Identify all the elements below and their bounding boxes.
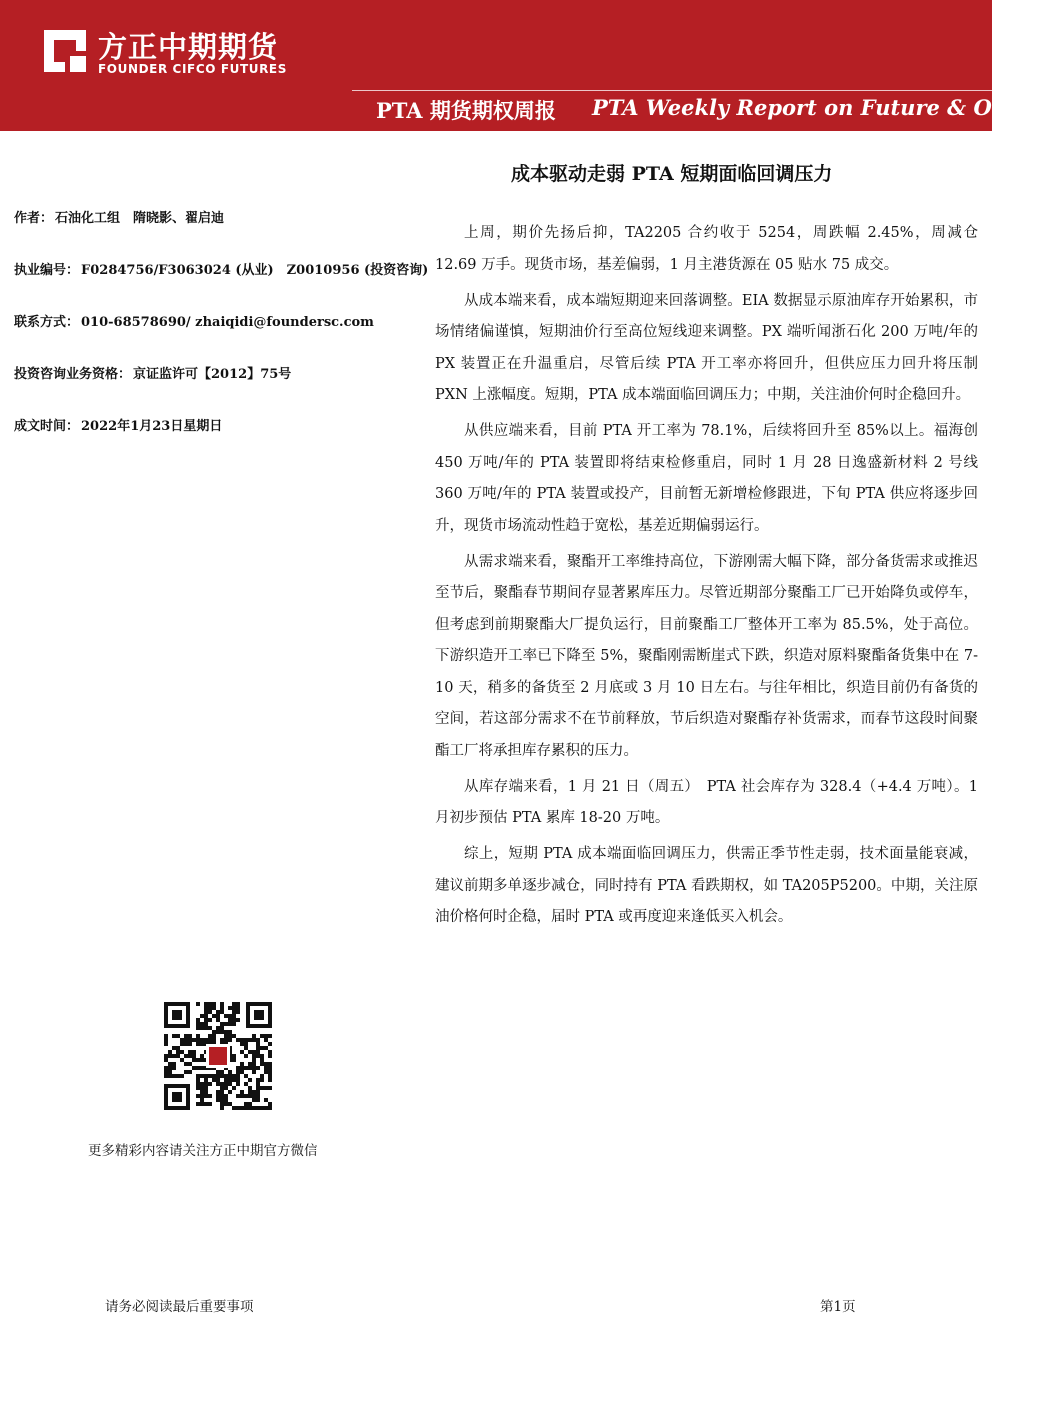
meta-qualification xyxy=(14,363,291,382)
brand-name-cn: 方正中期期货 xyxy=(98,30,279,64)
meta-license xyxy=(14,259,428,278)
document-title: 成本驱动走弱 PTA 短期面临回调压力 xyxy=(511,163,833,185)
meta-author xyxy=(14,207,224,226)
meta-date xyxy=(14,415,222,434)
meta-label: 联系方式： xyxy=(14,315,80,330)
report-body xyxy=(435,218,978,938)
meta-contact xyxy=(14,311,374,330)
report-header xyxy=(0,0,1053,131)
meta-label: 执业编号： xyxy=(14,263,80,278)
paragraph-demand: 从需求端来看，聚酯开工率维持高位，下游刚需大幅下降，部分备货需求或推迟至节后，聚酯春节期间存显著累库压力。尽管近期部分聚酯工厂已开始降负或停车，但考虑到前期聚酯大厂提负运行，目前聚酯工厂整体开工率为 85.5%，处于高位。下游织造开工率已下降至 5%，聚酯刚需断崖式下跌，织造对原料聚酯备货集中在 7-10 天，稍多的备货至 2 月底或 3 月 10 日左右。与往年相比，织造目前仍有备货的空间，若这部分需求不在节前释放，节后织造对聚酯存补货需求，而春节这段时间聚酯工厂将承担库存累积的压力。 xyxy=(435,553,978,759)
meta-label: 作者： xyxy=(14,211,54,226)
founder-logo-icon xyxy=(42,28,88,74)
meta-value: F0284756/F3063024 (从业) Z0010956 (投资咨询) xyxy=(81,263,429,278)
report-type-en: PTA Weekly Report on Future & Option xyxy=(592,95,1053,120)
paragraph-conclusion: 综上，短期 PTA 成本端面临回调压力，供需正季节性走弱，技术面量能衰减，建议前期多单逐步减仓，同时持有 PTA 看跌期权，如 TA205P5200。中期，关注原油价格何时企稳，届时 PTA 或再度迎来逢低买入机会。 xyxy=(435,846,978,925)
paragraph-summary: 上周，期价先扬后抑，TA2205 合约收于 5254，周跌幅 2.45%，周减仓 12.69 万手。现货市场，基差偏弱，1 月主港货源在 05 贴水 75 成交。 xyxy=(435,225,978,273)
report-type-cn: PTA 期货期权周报 xyxy=(376,98,556,123)
meta-value: 2022年1月23日星期日 xyxy=(81,419,223,434)
brand-name-en: FOUNDER CIFCO FUTURES xyxy=(98,62,287,76)
meta-value: 京证监许可【2012】75号 xyxy=(133,367,292,382)
wechat-qr-code xyxy=(162,1000,274,1112)
paragraph-cost: 从成本端来看，成本端短期迎来回落调整。EIA 数据显示原油库存开始累积，市场情绪偏谨慎，短期油价行至高位短线迎来调整。PX 端听闻浙石化 200 万吨/年的 PX 装置正在升温重启，尽管后续 PTA 开工率亦将回升，但供应压力回升将压制 PXN 上涨幅度。短期，PTA 成本端面临回调压力；中期，关注油价何时企稳回升。 xyxy=(435,292,978,403)
meta-value: 石油化工组 隋晓影、翟启迪 xyxy=(55,211,225,226)
meta-label: 成文时间： xyxy=(14,419,80,434)
paragraph-inventory: 从库存端来看，1 月 21 日（周五） PTA 社会库存为 328.4（+4.4 万吨）。1 月初步预估 PTA 累库 18-20 万吨。 xyxy=(435,778,978,826)
footer-notice: 请务必阅读最后重要事项 xyxy=(105,1299,254,1315)
header-divider xyxy=(352,90,992,91)
meta-label: 投资咨询业务资格： xyxy=(14,367,132,382)
qr-caption: 更多精彩内容请关注方正中期官方微信 xyxy=(88,1143,318,1159)
meta-value: 010-68578690/ zhaiqidi@foundersc.com xyxy=(81,315,374,330)
page-number: 第1页 xyxy=(820,1299,856,1315)
paragraph-supply: 从供应端来看，目前 PTA 开工率为 78.1%，后续将回升至 85%以上。福海创 450 万吨/年的 PTA 装置即将结束检修重启，同时 1 月 28 日逸盛新材料 2 号线 360 万吨/年的 PTA 装置或投产，目前暂无新增检修跟进，下旬 PTA 供应将逐步回升，现货市场流动性趋于宽松，基差近期偏弱运行。 xyxy=(435,423,978,534)
